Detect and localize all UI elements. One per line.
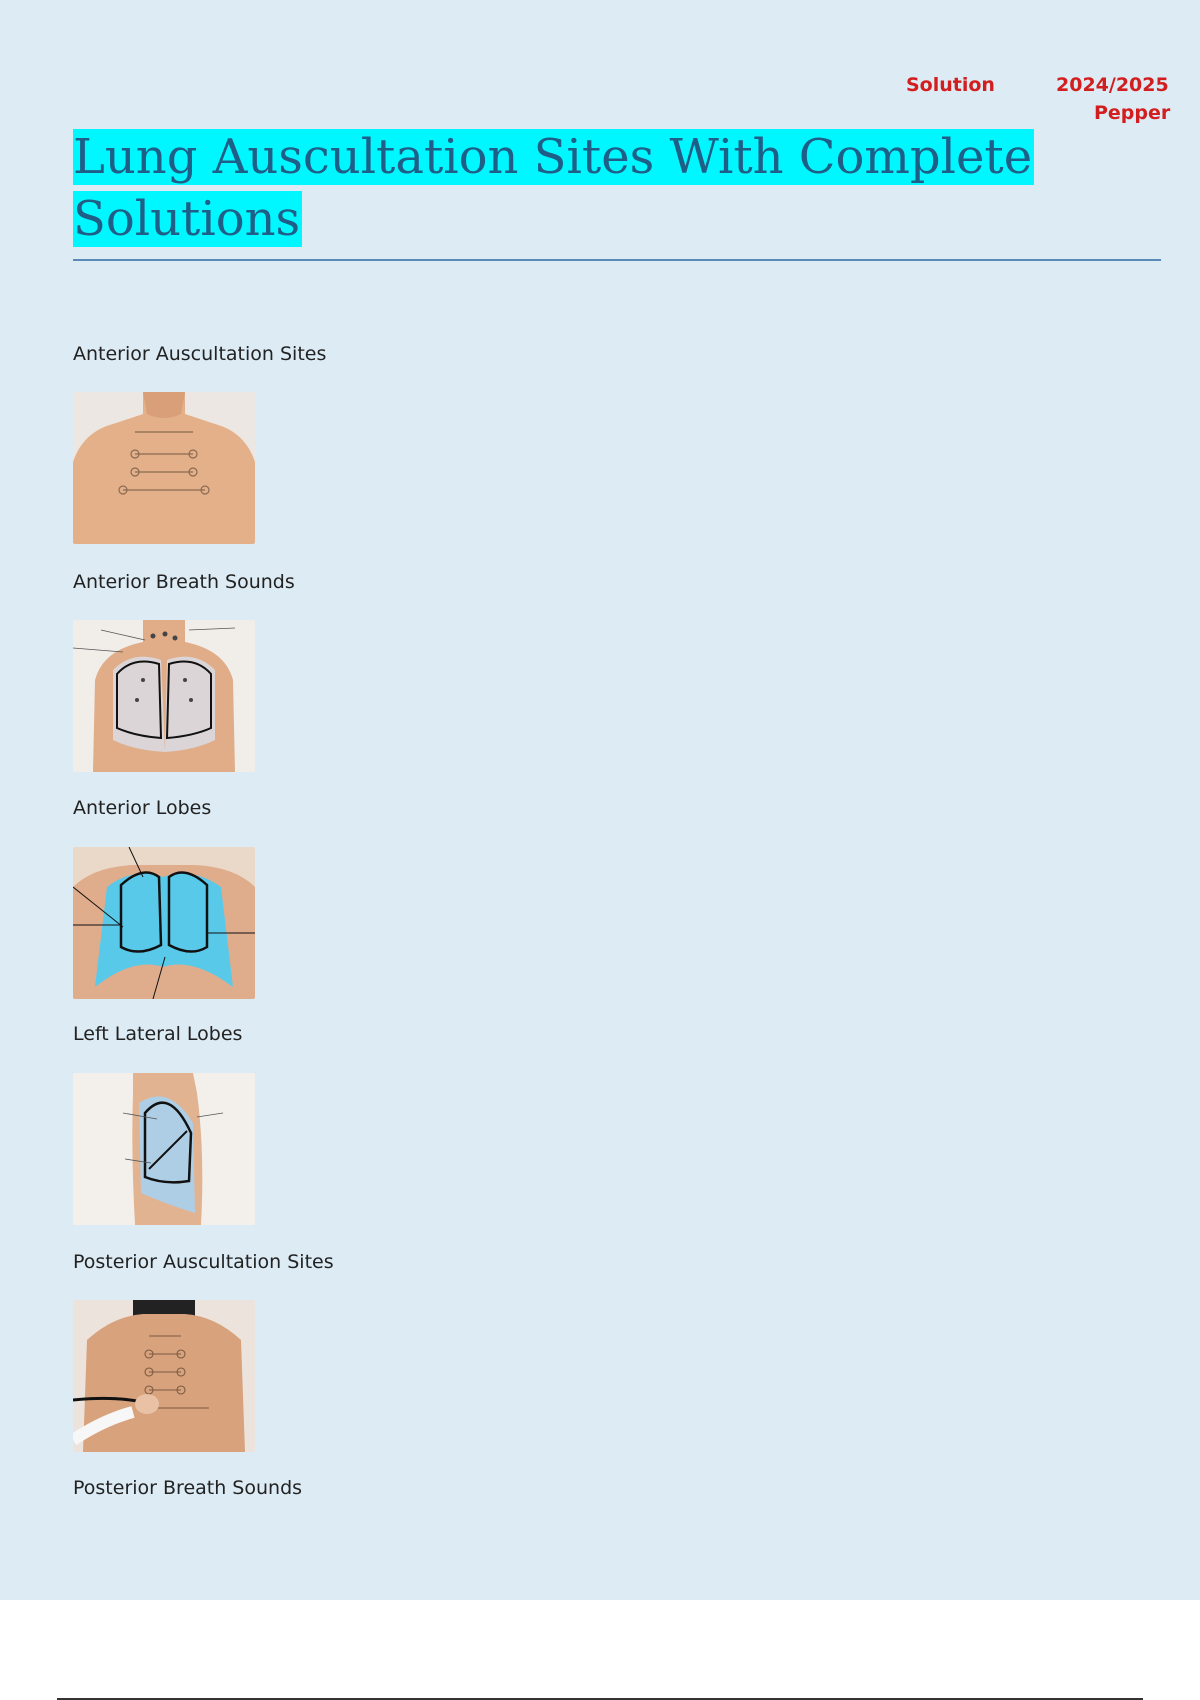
title-line-2: Solutions bbox=[73, 191, 301, 247]
section-label-posterior-breath-sounds: Posterior Breath Sounds bbox=[73, 1477, 303, 1499]
anterior-lobes-image bbox=[73, 847, 255, 999]
section-label-anterior-auscultation: Anterior Auscultation Sites bbox=[73, 343, 327, 365]
anterior-auscultation-image bbox=[73, 392, 255, 544]
section-label-anterior-lobes: Anterior Lobes bbox=[73, 797, 212, 819]
section-label-posterior-auscultation: Posterior Auscultation Sites bbox=[73, 1251, 334, 1273]
section-label-anterior-breath-sounds: Anterior Breath Sounds bbox=[73, 571, 295, 593]
header-year: 2024/2025 bbox=[1056, 74, 1169, 96]
page-title bbox=[73, 126, 1163, 250]
left-lateral-lobes-image bbox=[73, 1073, 255, 1225]
section-label-left-lateral-lobes: Left Lateral Lobes bbox=[73, 1023, 243, 1045]
posterior-auscultation-image bbox=[73, 1300, 255, 1452]
title-divider bbox=[73, 259, 1161, 261]
header-author: Pepper bbox=[1094, 102, 1171, 124]
header-solution: Solution bbox=[906, 74, 995, 96]
anterior-breath-sounds-image bbox=[73, 620, 255, 772]
title-line-1: Lung Auscultation Sites With Complete bbox=[73, 129, 1033, 185]
